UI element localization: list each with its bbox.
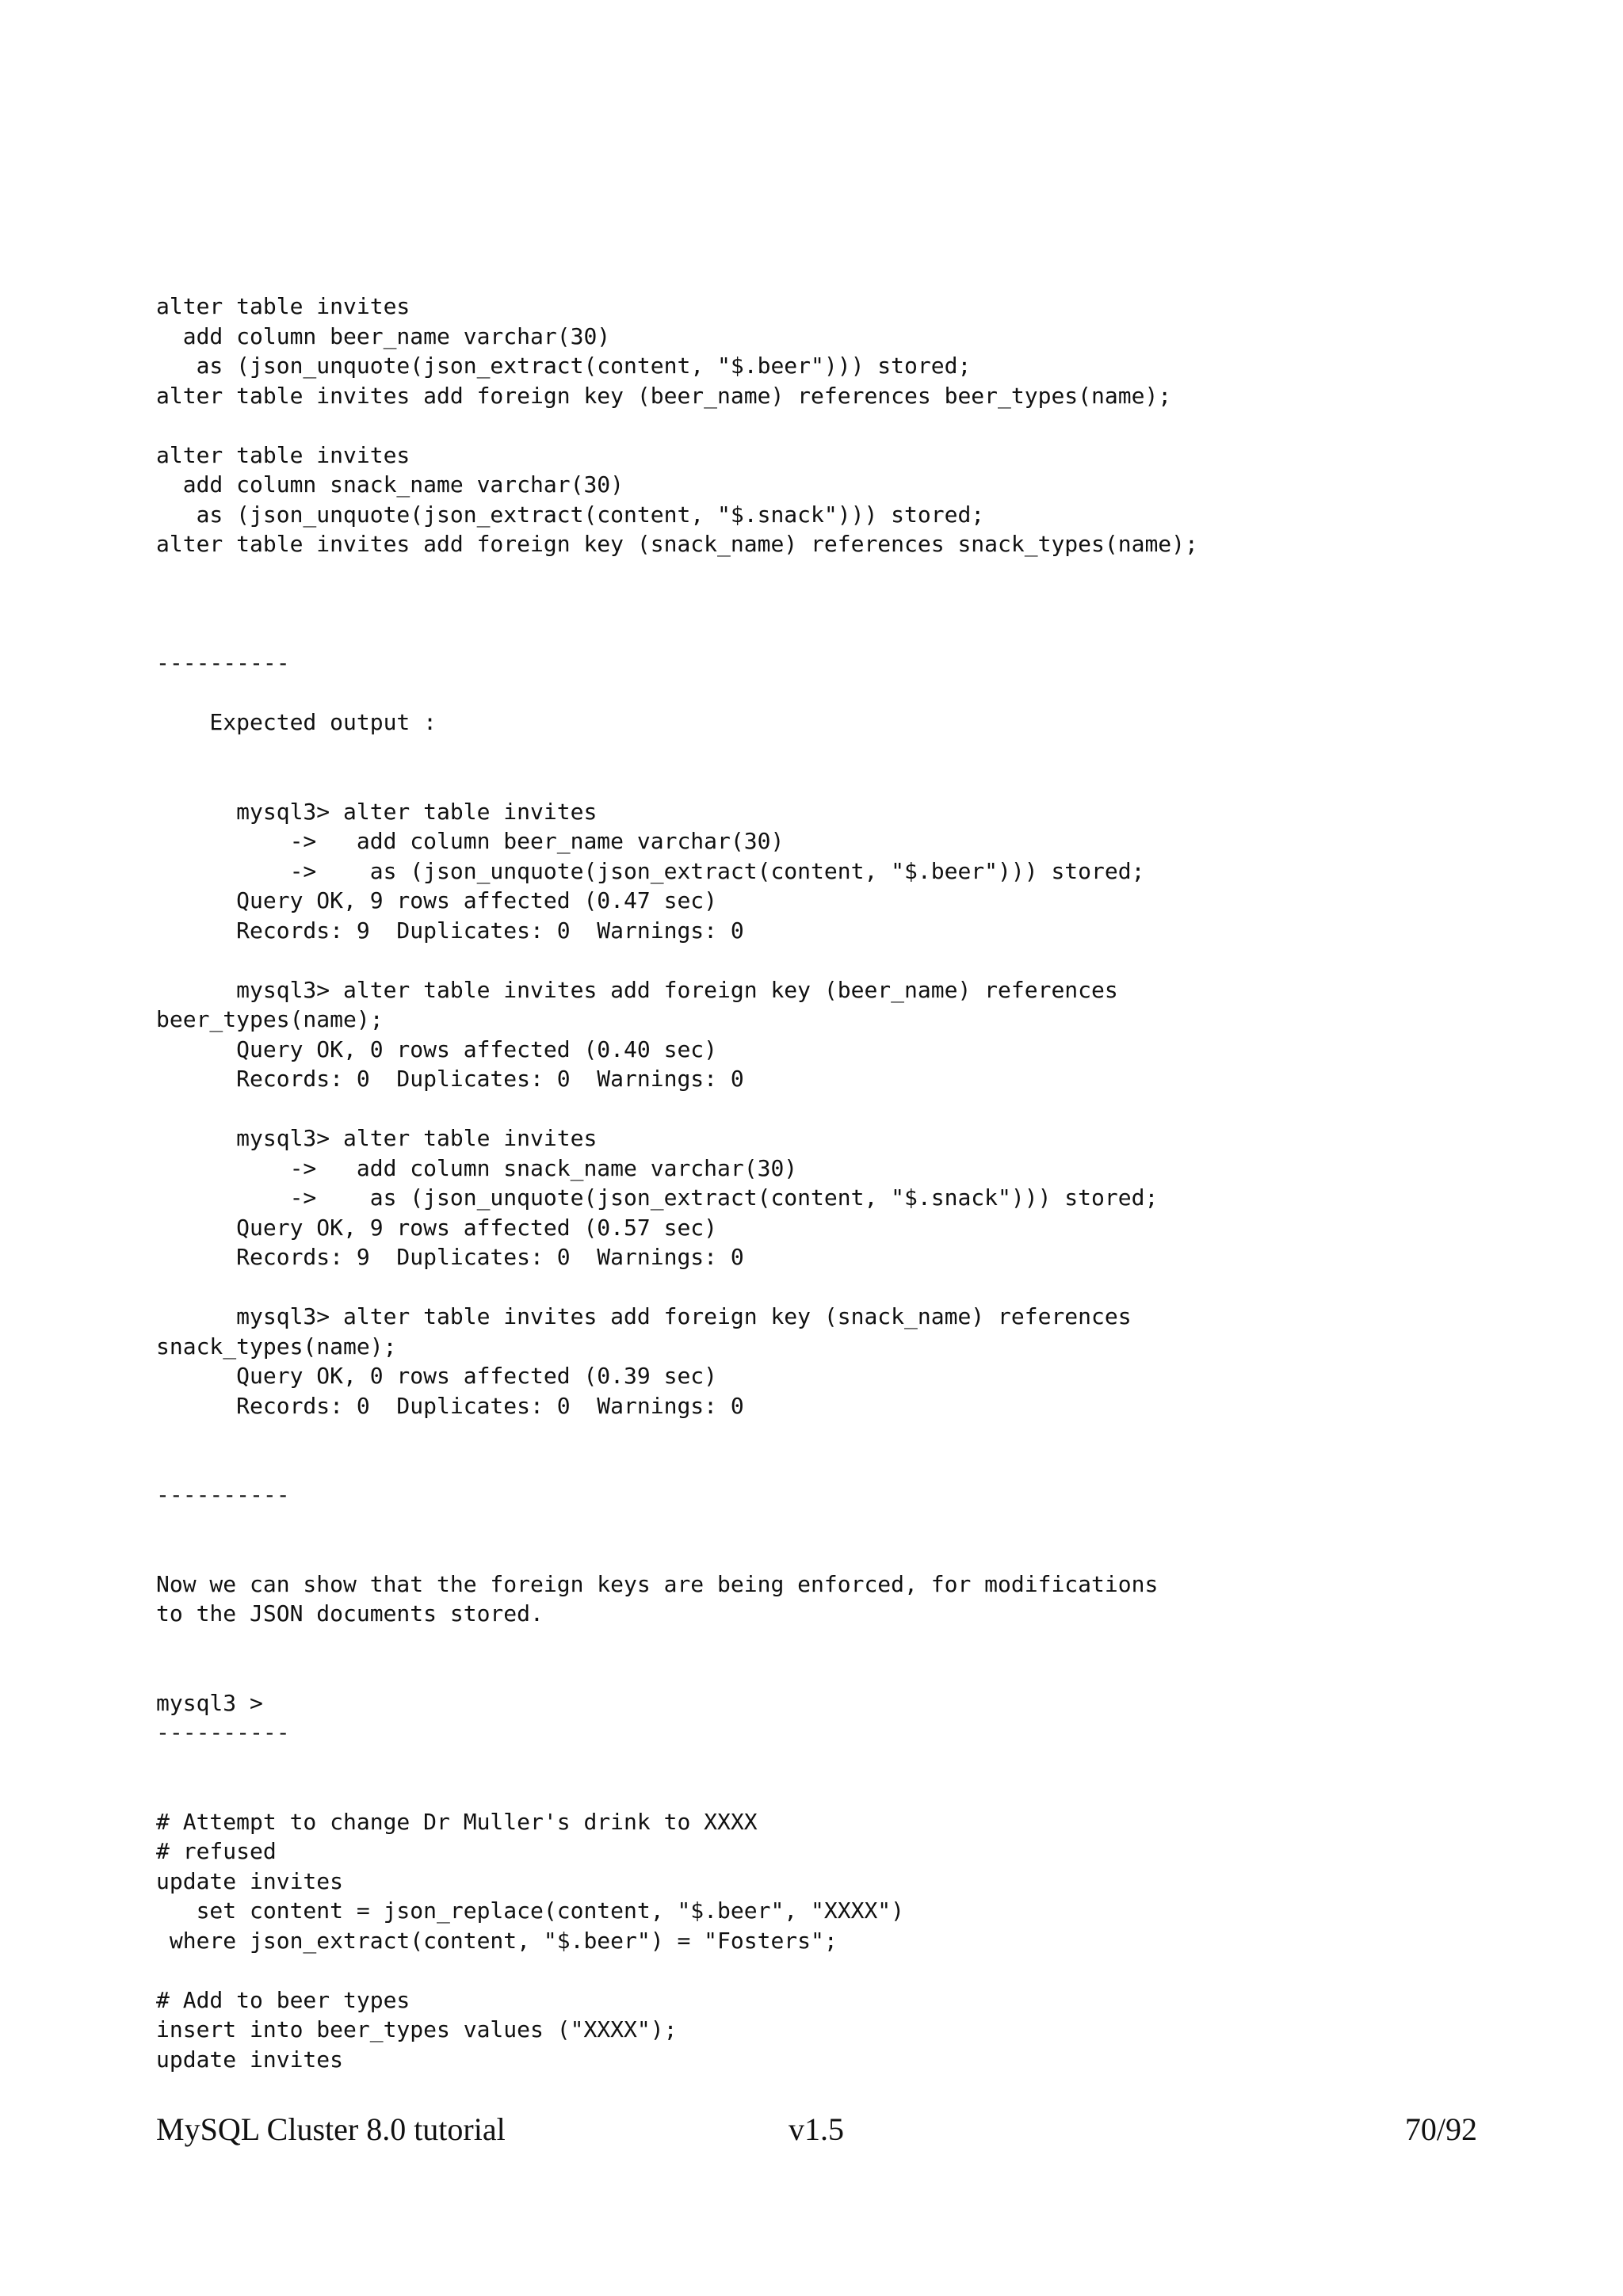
footer-version: v1.5 (789, 2111, 844, 2147)
footer-page-number: 70/92 (1404, 2111, 1477, 2147)
code-listing: alter table invites add column beer_name varchar(30) as (json_unquote(json_extract(content, "$.beer"))) stored; alter table invites add foreign key (beer_name) references beer_types(name); alter table invites add column snack_name varchar(30) as (json_unquote(json_extract(content, "$.snack"))) stored; alter table invites add foreign key (snack_name) references snack_types(name); ---------- Expected output : mysql3> alter table invites -> add column beer_name varchar(30) -> as (json_unquote(json_extract(content, "$.beer"))) stored; Query OK, 9 rows affected (0.47 sec) Records: 9 Duplicates: 0 Warnings: 0 mysql3> alter table invites add foreign key (beer_name) references beer_types(name); Query OK, 0 rows affected (0.40 sec) Records: 0 Duplicates: 0 Warnings: 0 mysql3> alter table invites -> add column snack_name varchar(30) -> as (json_unquote(json_extract(content, "$.snack"))) stored; Query OK, 9 rows affected (0.57 sec) Records: 9 Duplicates: 0 Warnings: 0 mysql3> alter table invites add foreign key (snack_name) references snack_types(name); Query OK, 0 rows affected (0.39 sec) Records: 0 Duplicates: 0 Warnings: 0 ---------- Now we can show that the foreign keys are being enforced, for modifications to the JSON documents stored. mysql3 > ---------- # Attempt to change Dr Muller's drink to XXXX # refused update invites set content = json_replace(content, "$.beer", "XXXX") where json_extract(content, "$.beer") = "Fosters"; # Add to beer types insert into beer_types values ("XXXX"); update invites (156, 293, 1198, 2073)
footer-title: MySQL Cluster 8.0 tutorial (156, 2111, 506, 2147)
